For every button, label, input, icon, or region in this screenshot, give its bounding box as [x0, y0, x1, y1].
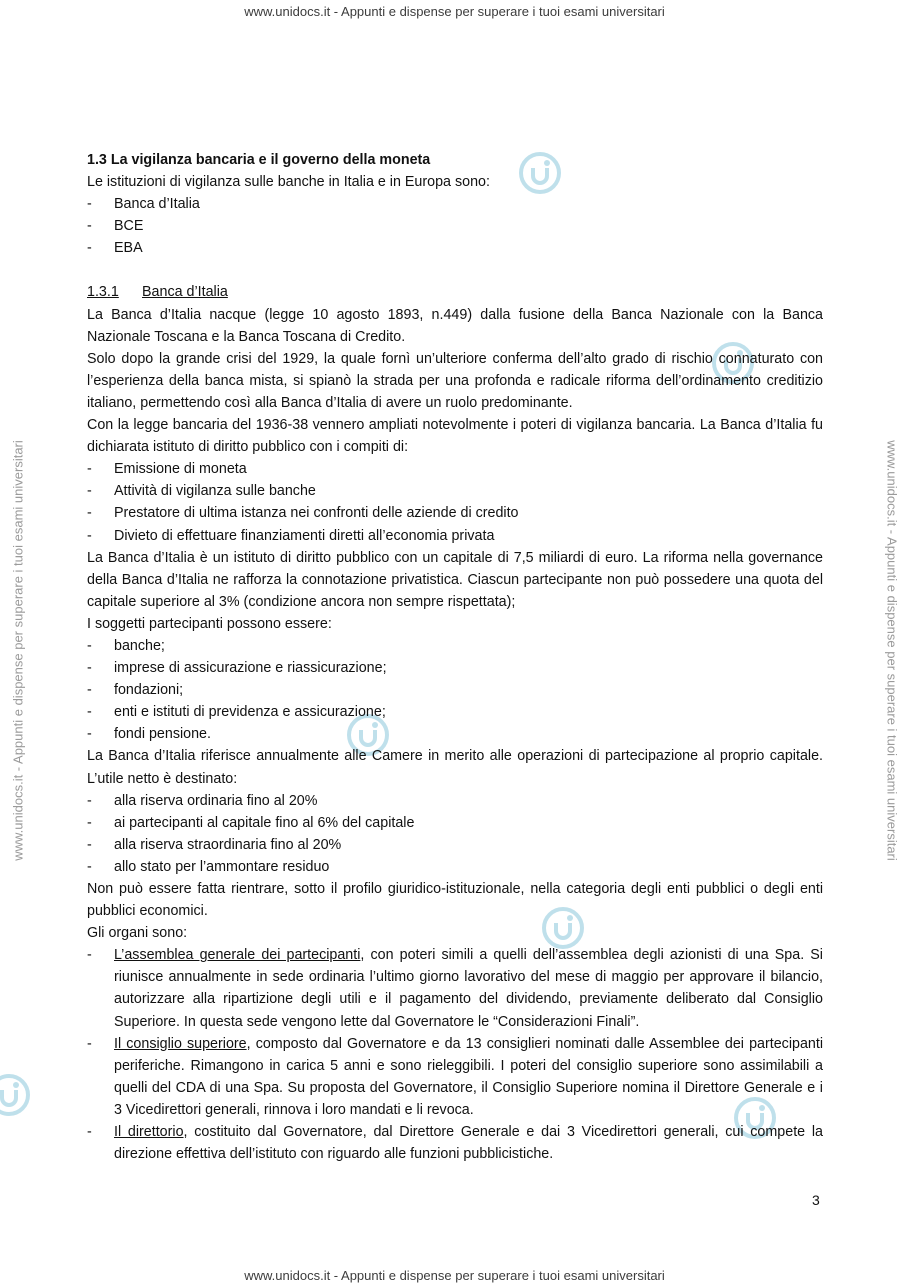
watermark-side-right: www.unidocs.it - Appunti e dispense per superare i tuoi esami universitari — [884, 440, 900, 861]
organ-description: , con poteri simili a quelli dell’assemblea degli azionisti di una Spa. Si riunisce annualmente in sede ordinaria l’ultimo giorno lavorativo del mese di maggio per approvare il bilancio, autorizzare alla ripartizione degli utili e il pagamento del dividendo, previamente deliberato dal Consiglio Superiore. In questa sede vengono lette dal Governatore le “Considerazioni Finali”. — [114, 947, 823, 1030]
institutions-list — [87, 193, 823, 259]
paragraph: I soggetti partecipanti possono essere: — [87, 615, 332, 632]
list-item: - fondazioni; — [87, 679, 823, 701]
profits-list — [87, 790, 823, 878]
list-item: - ai partecipanti al capitale fino al 6% del capitale — [87, 812, 823, 834]
paragraph: Gli organi sono: — [87, 925, 188, 942]
subsection-title: Banca d’Italia — [142, 284, 228, 301]
page-number: 3 — [812, 1192, 820, 1208]
organ-description: , costituito dal Governatore, dal Direttore Generale e dai 3 Vicedirettori generali, cui compete la direzione effettiva dell’istituto con riguardo alle funzioni pubblicistiche. — [114, 1124, 823, 1163]
tasks-list — [87, 458, 823, 546]
participants-list — [87, 635, 823, 745]
watermark-logo-icon — [0, 1072, 32, 1118]
paragraph: Non può essere fatta rientrare, sotto il profilo giuridico-istituzionale, nella categoria degli enti pubblici o degli enti pubblici economici. — [87, 881, 823, 920]
watermark-banner-bottom: www.unidocs.it - Appunti e dispense per superare i tuoi esami universitari — [244, 1268, 665, 1283]
subsection-number: 1.3.1 — [87, 284, 119, 301]
list-item: - allo stato per l’ammontare residuo — [87, 856, 823, 878]
watermark-side-left: www.unidocs.it - Appunti e dispense per superare i tuoi esami universitari — [10, 440, 26, 861]
list-item: - Emissione di moneta — [87, 458, 823, 480]
list-item: - alla riserva ordinaria fino al 20% — [87, 790, 823, 812]
list-item — [87, 1121, 823, 1165]
list-item: - Divieto di effettuare finanziamenti diretti all’economia privata — [87, 525, 823, 547]
section-title: 1.3 La vigilanza bancaria e il governo della moneta — [87, 152, 431, 168]
list-item: - fondi pensione. — [87, 723, 823, 745]
paragraph: La Banca d’Italia nacque (legge 10 agosto 1893, n.449) dalla fusione della Banca Nazionale con la Banca Nazionale Toscana e la Banca Toscana di Credito. — [87, 306, 823, 345]
organs-list — [87, 944, 823, 1165]
list-item: - enti e istituti di previdenza e assicurazione; — [87, 701, 823, 723]
list-item — [87, 944, 823, 1032]
paragraph: Con la legge bancaria del 1936-38 vennero ampliati notevolmente i poteri di vigilanza bancaria. La Banca d’Italia fu dichiarata istituto di diritto pubblico con i compiti di: — [87, 417, 823, 456]
list-item: - imprese di assicurazione e riassicurazione; — [87, 657, 823, 679]
list-item: - Attività di vigilanza sulle banche — [87, 480, 823, 502]
list-item: - BCE — [87, 215, 823, 237]
organ-name: Il consiglio superiore — [114, 1035, 247, 1052]
list-item: - Banca d’Italia — [87, 193, 823, 215]
section-intro: Le istituzioni di vigilanza sulle banche in Italia e in Europa sono: — [87, 174, 490, 191]
list-item: - alla riserva straordinaria fino al 20% — [87, 834, 823, 856]
paragraph: La Banca d’Italia riferisce annualmente alle Camere in merito alle operazioni di partecipazione al proprio capitale. L’utile netto è destinato: — [87, 748, 823, 787]
paragraph: Solo dopo la grande crisi del 1929, la quale fornì un’ulteriore conferma dell’alto grado di rischio connaturato con l’esperienza della banca mista, si spianò la strada per una profonda e radicale riforma dell’ordinamento creditizio italiano, permettendo così alla Banca d’Italia di avere un ruolo predominante. — [87, 350, 823, 411]
list-item: - Prestatore di ultima istanza nei confronti delle aziende di credito — [87, 502, 823, 524]
watermark-banner-top: www.unidocs.it - Appunti e dispense per superare i tuoi esami universitari — [244, 4, 665, 19]
organ-description: , composto dal Governatore e da 13 consiglieri nominati dalle Assemblee dei partecipanti periferiche. Rimangono in carica 5 anni e sono rieleggibili. I poteri del consiglio superiore sono assimilabili a quelli del CDA di una Spa. Su proposta del Governatore, il Consiglio Superiore nomina il Direttore Generale e i 3 Vicedirettori generali, rinnova i loro mandati e li revoca. — [114, 1035, 824, 1118]
list-item: - EBA — [87, 237, 823, 259]
list-item: - banche; — [87, 635, 823, 657]
document-body — [87, 149, 823, 1165]
organ-name: L’assemblea generale dei partecipanti — [114, 947, 361, 964]
subsection-heading — [87, 281, 823, 303]
list-item — [87, 1033, 823, 1121]
paragraph: La Banca d’Italia è un istituto di diritto pubblico con un capitale di 7,5 miliardi di euro. La riforma nella governance della Banca d’Italia ne rafforza la connotazione privatistica. Ciascun partecipante non può possedere una quota del capitale superiore al 3% (condizione ancora non sempre rispettata); — [87, 549, 823, 610]
organ-name: Il direttorio — [114, 1124, 184, 1141]
